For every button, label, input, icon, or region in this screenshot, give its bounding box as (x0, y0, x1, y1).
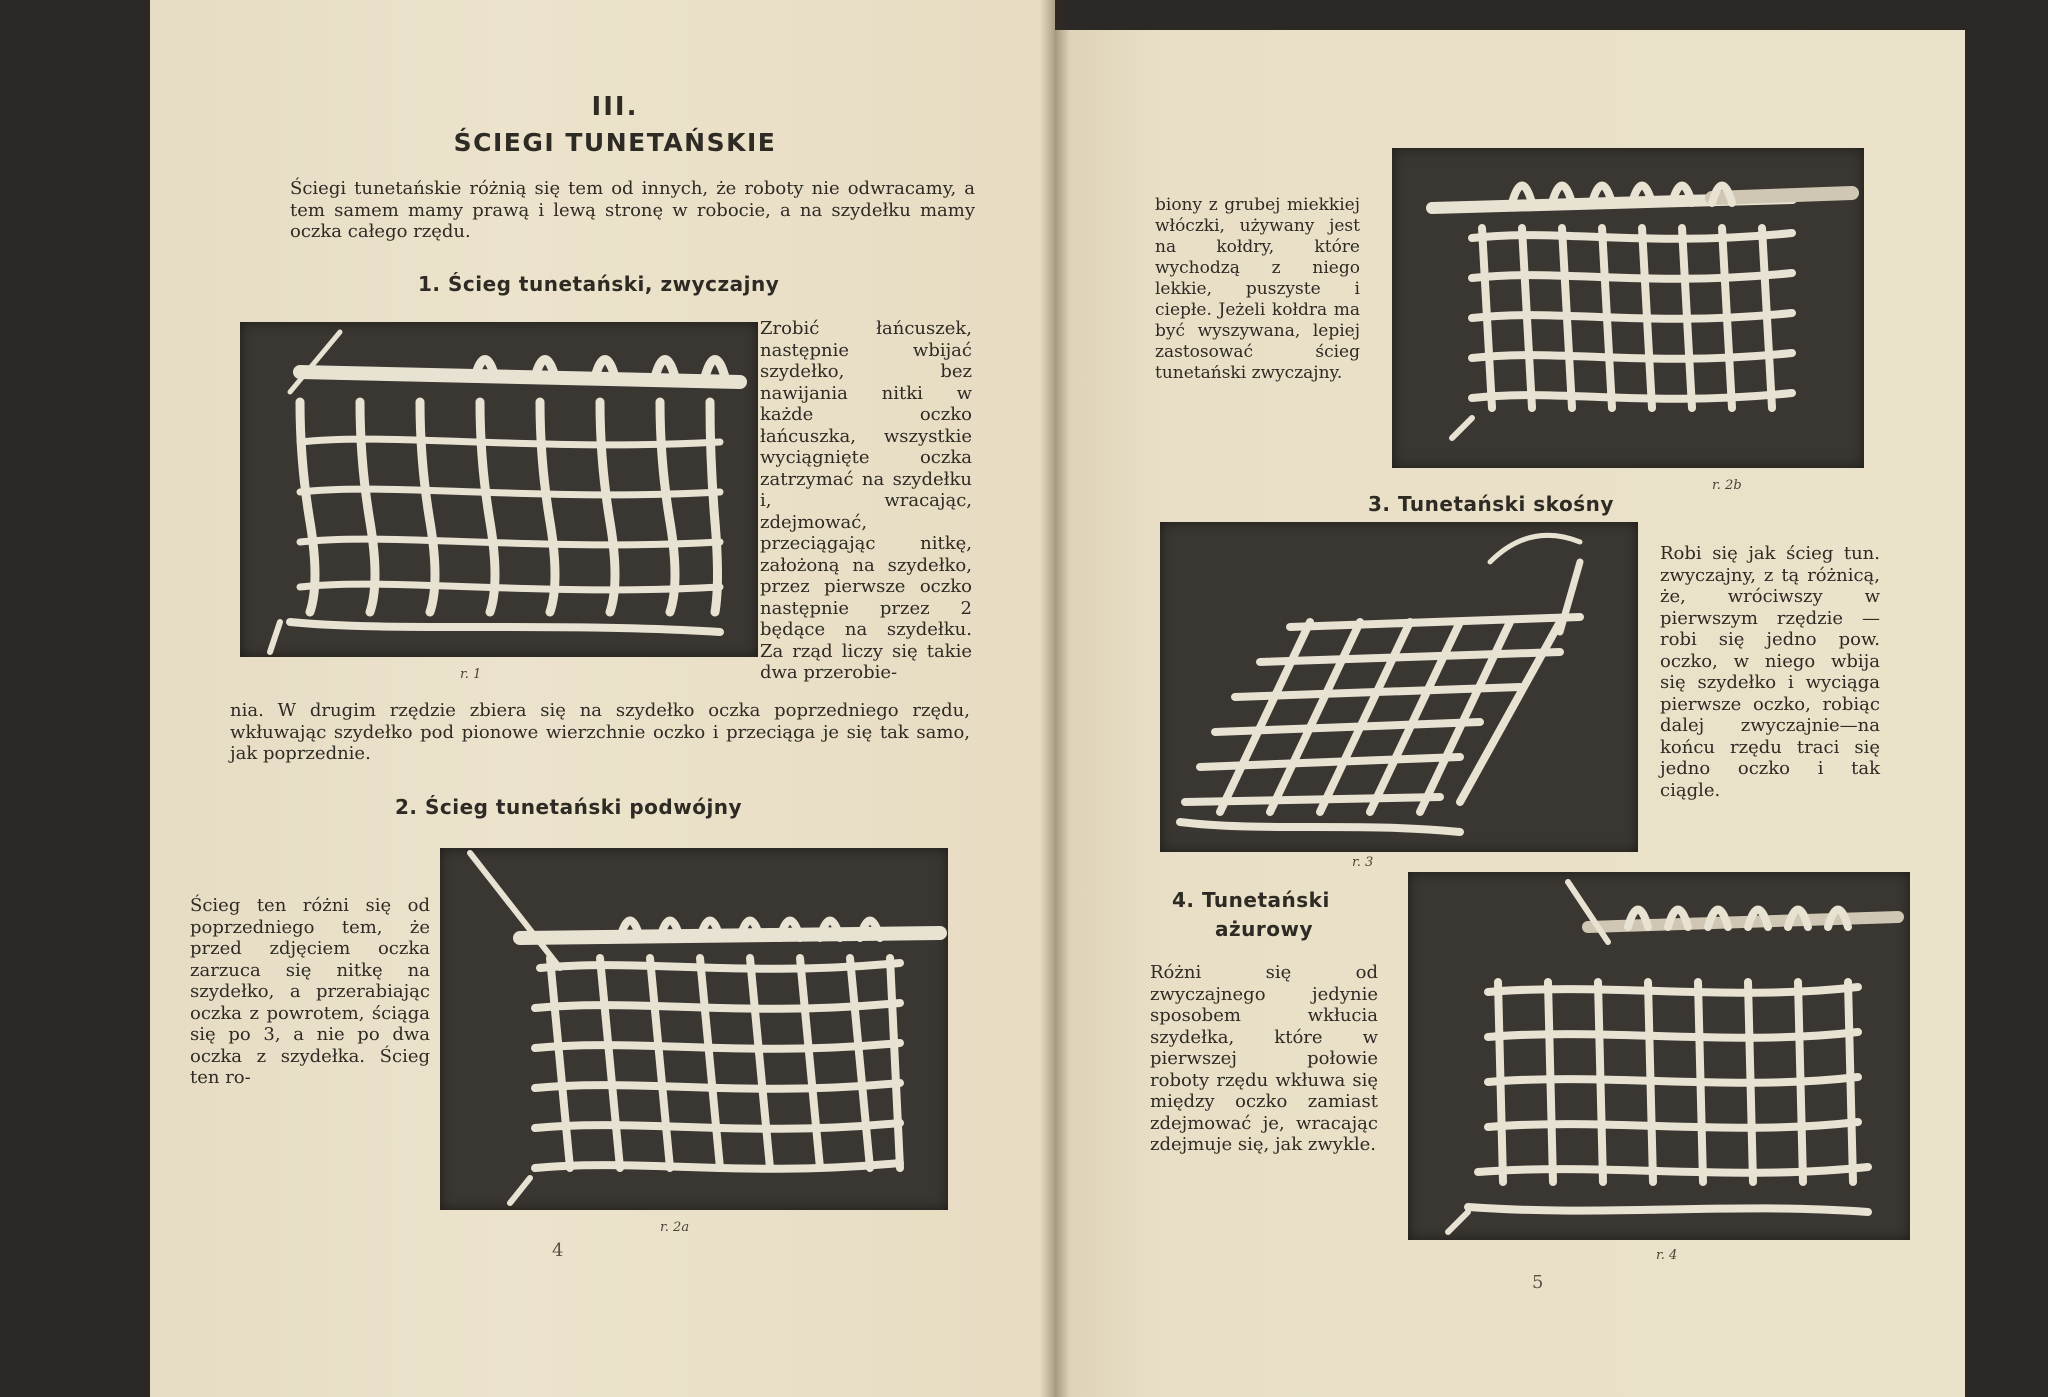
figure-r2b-caption: r. 2b (1712, 478, 1742, 493)
section-1-side-text: Zrobić łańcuszek, następnie wbijać szydełko, bez nawijania nitki w każde oczko łańcuszka, wszystkie wyciągnięte oczka zatrzymać na szydełku i, wracając, zdejmować, przeciągając nitkę, założoną na szydełko, przez pierwsze oczko następnie przez 2 będące na szydełku. Za rząd liczy się takie dwa przerobie- (760, 318, 972, 683)
knitting-swatch-2b-image (1392, 148, 1864, 468)
section-3-heading: 3. Tunetański skośny (1368, 492, 1614, 516)
figure-r2a-caption: r. 2a (660, 1220, 690, 1235)
knitting-swatch-1-image (240, 322, 758, 657)
section-4-heading-line2: ażurowy (1215, 917, 1313, 941)
figure-r3-caption: r. 3 (1352, 855, 1374, 870)
figure-r2b-illustration (1392, 148, 1864, 468)
figure-r4-illustration (1408, 872, 1910, 1240)
book-gutter (1040, 0, 1070, 1397)
page-number-left: 4 (552, 1240, 564, 1261)
figure-r1-illustration (240, 322, 758, 657)
section-4-heading-line1: 4. Tunetański (1172, 888, 1330, 912)
knitting-swatch-3-image (1160, 522, 1638, 852)
figure-r4-caption: r. 4 (1656, 1248, 1678, 1263)
section-1-continued-text: nia. W drugim rzędzie zbiera się na szydełko oczka poprzedniego rzędu, wkłuwając szydełko pod pionowe wierzchnie oczko i przeciąga je się tak samo, jak poprzednie. (230, 700, 970, 764)
section-4-side-text: Różni się od zwyczajnego jedynie sposobem wkłucia szydełka, które w pierwszej połowie roboty rzędu wkłuwa się między oczko zamiast zdejmować je, wracając zdejmuje się, jak zwykle. (1150, 962, 1378, 1155)
section-3-side-text: Robi się jak ścieg tun. zwyczajny, z tą różnicą, że, wróciwszy w pierwszym rzędzie — robi się jedno pow. oczko, w niego wbija się szydełko i wyciąga pierwsze oczko, robiąc dalej zwyczajnie—na końcu rzędu traci się jedno oczko i tak ciągle. (1660, 543, 1880, 801)
knitting-swatch-2a-image (440, 848, 948, 1210)
chapter-title: ŚCIEGI TUNETAŃSKIE (453, 128, 777, 157)
page-number-right: 5 (1532, 1272, 1544, 1293)
section-2-heading: 2. Ścieg tunetański podwójny (395, 795, 743, 819)
figure-r2a-illustration (440, 848, 948, 1210)
section-2-side-text: Ścieg ten różni się od poprzedniego tem, że przed zdjęciem oczka zarzuca się nitkę na szydełko, a przerabiając oczka z powrotem, ściąga się po 3, a nie po dwa oczka z szydełka. Ścieg ten ro- (190, 895, 430, 1088)
chapter-number: III. (591, 92, 639, 122)
knitting-swatch-4-image (1408, 872, 1910, 1240)
section-1-heading: 1. Ścieg tunetański, zwyczajny (418, 272, 780, 296)
intro-paragraph: Ściegi tunetańskie różnią się tem od innych, że roboty nie odwracamy, a tem samem mamy prawą i lewą stronę w robocie, a na szydełku mamy oczka całego rzędu. (290, 178, 975, 242)
figure-r3-illustration (1160, 522, 1638, 852)
figure-r1-caption: r. 1 (460, 667, 482, 682)
continued-text-top: biony z grubej miekkiej włóczki, używany jest na kołdry, które wychodzą z niego lekkie, puszyste i ciepłe. Jeżeli kołdra ma być wyszywana, lepiej zastosować ścieg tunetański zwyczajny. (1155, 195, 1360, 383)
